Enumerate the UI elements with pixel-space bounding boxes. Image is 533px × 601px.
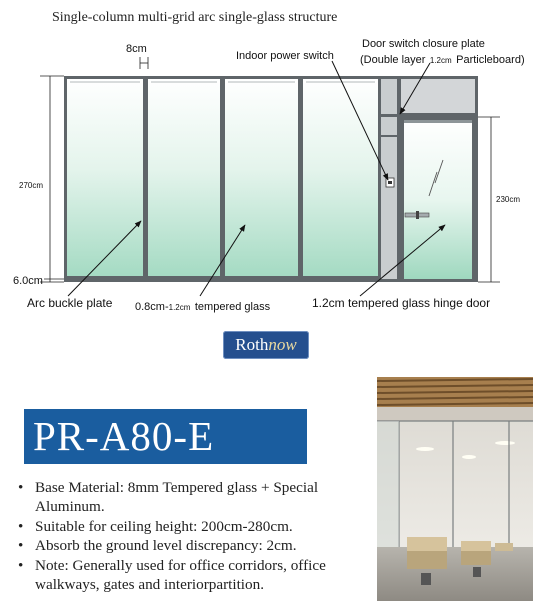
- closure-plate-detail-c: Particleboard): [456, 54, 525, 66]
- door-transom: [401, 79, 475, 117]
- closure-plate-detail: [360, 50, 525, 68]
- glass-thickness-b: 1.2cm: [168, 303, 191, 312]
- closure-plate-detail-b: 1.2cm: [429, 56, 452, 65]
- spec-item: • Suitable for ceiling height: 200cm-280cm.: [18, 517, 368, 536]
- brand-logo-suffix: now: [268, 335, 297, 354]
- glass-panel-3: [225, 79, 298, 279]
- glass-thickness-label: [135, 297, 270, 315]
- height-230-label: 230cm: [496, 195, 521, 204]
- mullion-width-label: 8cm: [126, 43, 147, 55]
- hinge-door: [401, 117, 475, 279]
- closure-plate-label: Door switch closure plate: [362, 38, 485, 50]
- height-270-label: 270cm: [19, 181, 44, 190]
- spec-item: • Note: Generally used for office corridors, office walkways, gates and interiorpartition.: [18, 556, 368, 595]
- arc-buckle-label: Arc buckle plate: [27, 296, 113, 310]
- glass-thickness-a: 0.8cm-: [135, 301, 169, 313]
- spec-list: [18, 478, 368, 594]
- spec-item: • Absorb the ground level discrepancy: 2cm.: [18, 536, 368, 555]
- spec-item: • Base Material: 8mm Tempered glass + Special Aluminum.: [18, 478, 368, 517]
- bottom-gap-label: 6.0cm: [13, 275, 43, 287]
- glass-thickness-c: tempered glass: [194, 301, 271, 313]
- office-partition-photo: [377, 377, 533, 601]
- indoor-switch-label: Indoor power switch: [236, 50, 334, 62]
- glass-panels: [67, 79, 378, 280]
- glass-panel-1: [67, 79, 143, 279]
- height-dimension-left: [40, 76, 64, 282]
- brand-logo-prefix: Roth: [235, 335, 269, 354]
- glass-panel-2: [148, 79, 220, 279]
- switch-column: [378, 79, 401, 279]
- product-model: PR-A80-E: [33, 413, 215, 459]
- glass-panel-4: [303, 79, 378, 279]
- brand-logo: [223, 331, 309, 359]
- mullion-width-marker: [140, 57, 148, 69]
- hinge-door-label: 1.2cm tempered glass hinge door: [312, 296, 491, 310]
- closure-plate-detail-a: (Double layer: [360, 54, 426, 66]
- diagram-title: Single-column multi-grid arc single-glass structure: [52, 10, 338, 25]
